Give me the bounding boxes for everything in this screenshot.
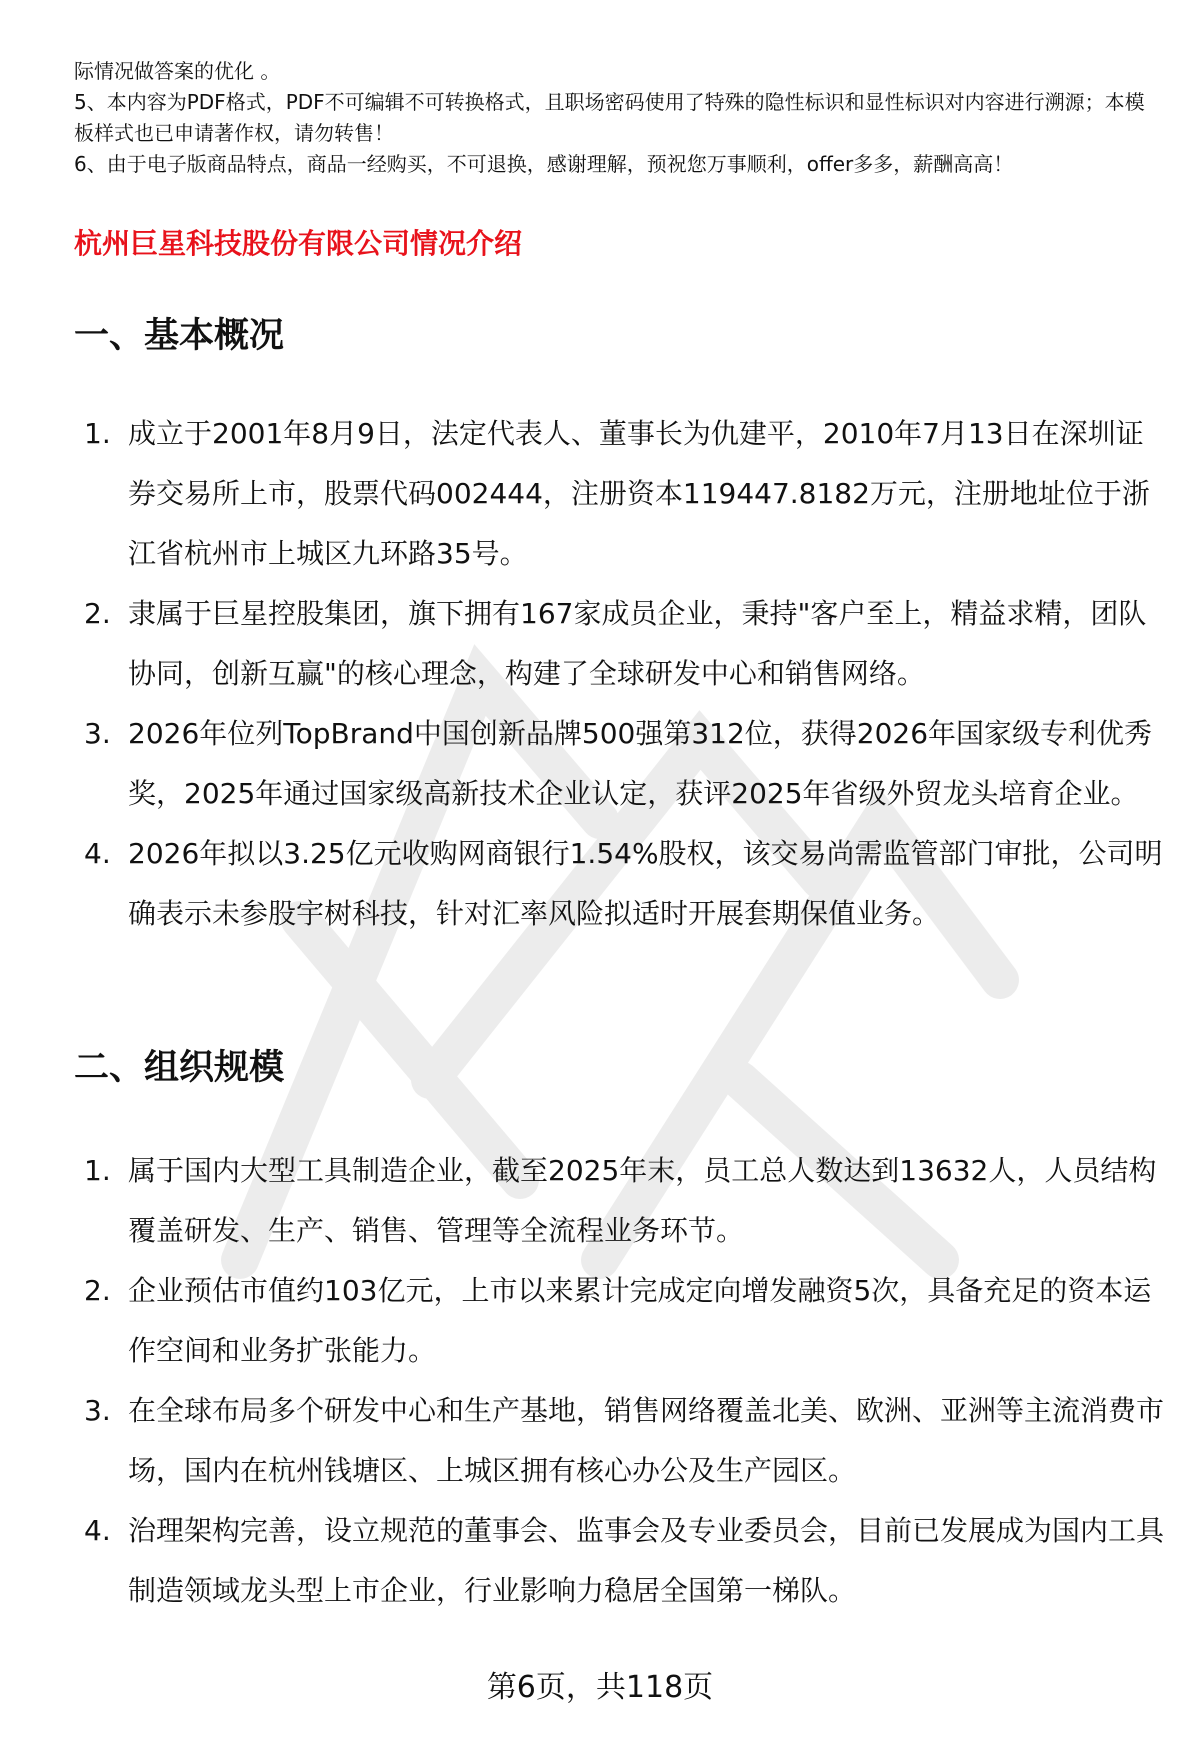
list-item <box>74 1381 1164 1501</box>
list-item <box>74 1261 1164 1381</box>
item-text: 属于国内大型工具制造企业，截至2025年末，员工总人数达到13632人，人员结构覆盖研发、生产、销售、管理等全流程业务环节。 <box>128 1154 1157 1247</box>
list-item <box>74 1141 1164 1261</box>
notice-line: 5、本内容为PDF格式，PDF不可编辑不可转换格式，且职场密码使用了特殊的隐性标识和显性标识对内容进行溯源；本模板样式也已申请著作权，请勿转售！ <box>74 90 1145 145</box>
notice-block <box>74 56 1164 180</box>
company-title: 杭州巨星科技股份有限公司情况介绍 <box>74 227 523 260</box>
item-text: 成立于2001年8月9日，法定代表人、董事长为仇建平，2010年7月13日在深圳证券交易所上市，股票代码002444，注册资本119447.8182万元，注册地址位于浙江省杭州市上城区九环路35号。 <box>128 417 1150 570</box>
notice-line: 际情况做答案的优化 。 <box>74 59 281 83</box>
list-item <box>74 1501 1164 1621</box>
notice-line: 6、由于电子版商品特点，商品一经购买，不可退换，感谢理解，预祝您万事顺利，offer多多，薪酬高高！ <box>74 152 1014 176</box>
item-number: 2. <box>84 1274 111 1307</box>
list-item <box>74 584 1164 704</box>
item-text: 2026年拟以3.25亿元收购网商银行1.54%股权，该交易尚需监管部门审批，公司明确表示未参股宇树科技，针对汇率风险拟适时开展套期保值业务。 <box>128 837 1163 930</box>
item-text: 隶属于巨星控股集团，旗下拥有167家成员企业，秉持"客户至上，精益求精，团队协同，创新互赢"的核心理念，构建了全球研发中心和销售网络。 <box>128 597 1147 690</box>
item-number: 3. <box>84 1394 111 1427</box>
list-item <box>74 404 1164 584</box>
item-number: 1. <box>84 417 111 450</box>
item-number: 4. <box>84 837 111 870</box>
item-text: 治理架构完善，设立规范的董事会、监事会及专业委员会，目前已发展成为国内工具制造领域龙头型上市企业，行业影响力稳居全国第一梯队。 <box>128 1514 1165 1607</box>
item-text: 在全球布局多个研发中心和生产基地，销售网络覆盖北美、欧洲、亚洲等主流消费市场，国内在杭州钱塘区、上城区拥有核心办公及生产园区。 <box>128 1394 1165 1487</box>
list-item <box>74 824 1164 944</box>
item-text: 企业预估市值约103亿元，上市以来累计完成定向增发融资5次，具备充足的资本运作空间和业务扩张能力。 <box>128 1274 1152 1367</box>
item-number: 4. <box>84 1514 111 1547</box>
org-scale-list <box>74 1141 1164 1621</box>
item-number: 1. <box>84 1154 111 1187</box>
item-text: 2026年位列TopBrand中国创新品牌500强第312位，获得2026年国家级专利优秀奖，2025年通过国家级高新技术企业认定，获评2025年省级外贸龙头培育企业。 <box>128 717 1153 810</box>
item-number: 3. <box>84 717 111 750</box>
item-number: 2. <box>84 597 111 630</box>
page-footer: 第6页，共118页 <box>486 1670 714 1705</box>
section-heading-org-scale: 二、组织规模 <box>74 1048 285 1088</box>
basic-overview-list <box>74 404 1164 944</box>
section-heading-basic-overview: 一、基本概况 <box>74 316 285 356</box>
list-item <box>74 704 1164 824</box>
